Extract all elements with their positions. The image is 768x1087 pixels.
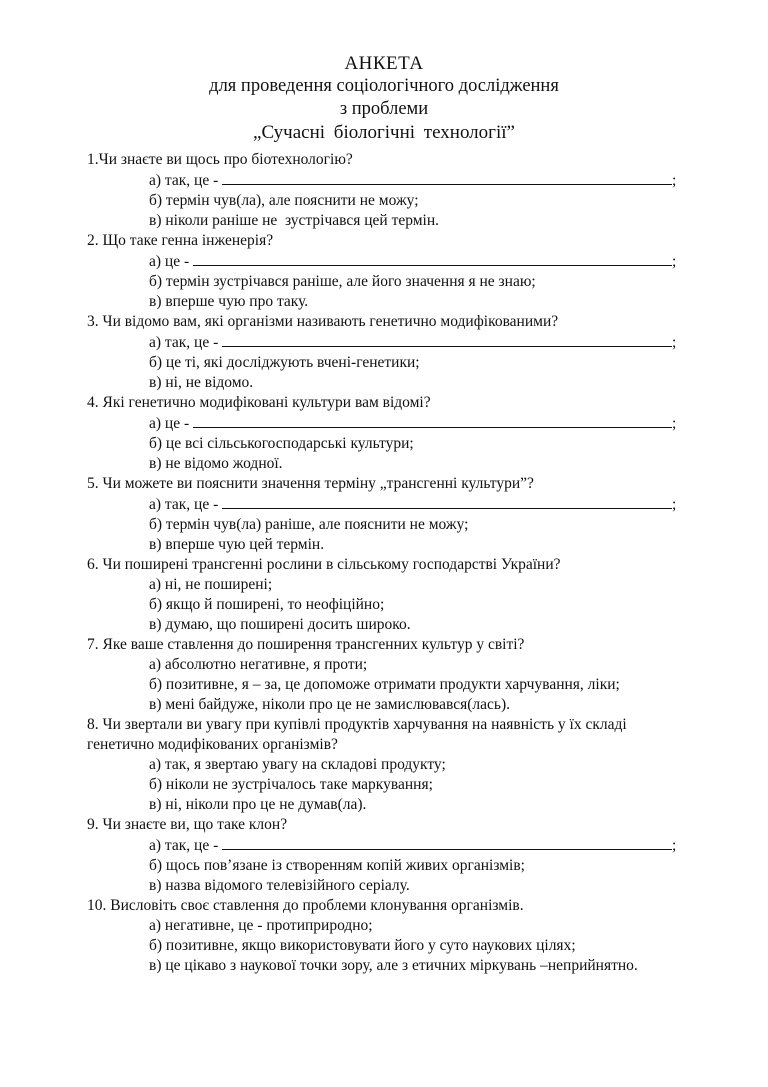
answer-option-label: в) назва відомого телевізійного серіалу. bbox=[149, 877, 410, 894]
answer-option bbox=[87, 775, 757, 795]
question-text: 8. Чи звертали ви увагу при купівлі продуктів харчування на наявність у їх складі генетично модифікованих організмів? bbox=[87, 716, 627, 753]
answer-blank-line[interactable] bbox=[193, 251, 672, 266]
question-text: 1.Чи знаєте ви щось про біотехнологію? bbox=[87, 151, 353, 168]
question-block bbox=[87, 815, 757, 896]
answer-option-label: в) не відомо жодної. bbox=[149, 455, 283, 472]
answer-blank-line[interactable] bbox=[193, 413, 672, 428]
answer-option bbox=[87, 675, 757, 695]
answer-option bbox=[87, 655, 757, 675]
answer-option-label: б) термін чув(ла) раніше, але пояснити не можу; bbox=[149, 516, 469, 533]
answer-option bbox=[87, 936, 757, 956]
question-text: 7. Яке ваше ставлення до поширення трансгенних культур у світі? bbox=[87, 636, 525, 653]
answer-option bbox=[87, 916, 757, 936]
question-text: 4. Які генетично модифіковані культури вам відомі? bbox=[87, 394, 431, 411]
answer-blank-end: ; bbox=[672, 837, 677, 854]
survey-title: АНКЕТА bbox=[344, 53, 424, 74]
question-text: 2. Що таке генна інженерія? bbox=[87, 232, 274, 249]
question-list bbox=[87, 150, 757, 976]
answer-blank-end: ; bbox=[672, 415, 677, 432]
answer-option bbox=[87, 272, 757, 292]
answer-blank-line[interactable] bbox=[222, 332, 672, 347]
answer-option-label: в) вперше чую про таку. bbox=[149, 293, 309, 310]
answer-option-label: а) так, це - bbox=[149, 172, 223, 189]
answer-option bbox=[87, 332, 757, 353]
answer-option-label: б) це всі сільськогосподарські культури; bbox=[149, 435, 414, 452]
answer-blank-end: ; bbox=[672, 334, 677, 351]
answer-option bbox=[87, 191, 757, 211]
answer-option-label: б) щось пов’язане із створенням копій живих організмів; bbox=[149, 857, 525, 874]
answer-option-label: в) ні, не відомо. bbox=[149, 374, 254, 391]
answer-option-label: а) так, це - bbox=[149, 334, 223, 351]
answer-option-label: б) це ті, які досліджують вчені-генетики; bbox=[149, 354, 420, 371]
answer-option bbox=[87, 353, 757, 373]
answer-option bbox=[87, 835, 757, 856]
answer-option bbox=[87, 211, 757, 231]
answer-option bbox=[87, 434, 757, 454]
question-text: 9. Чи знаєте ви, що таке клон? bbox=[87, 816, 288, 833]
answer-option-label: в) думаю, що поширені досить широко. bbox=[149, 616, 411, 633]
answer-option bbox=[87, 956, 757, 976]
answer-option bbox=[87, 795, 757, 815]
answer-option bbox=[87, 515, 757, 535]
question-block bbox=[87, 715, 757, 815]
answer-option bbox=[87, 695, 757, 715]
answer-option-label: в) вперше чую цей термін. bbox=[149, 536, 325, 553]
question-block bbox=[87, 635, 757, 715]
question-text: 10. Висловіть своє ставлення до проблеми клонування організмів. bbox=[87, 897, 524, 914]
answer-blank-end: ; bbox=[672, 172, 677, 189]
answer-option-label: б) якщо й поширені, то неофіційно; bbox=[149, 596, 385, 613]
question-block bbox=[87, 896, 757, 976]
question-block bbox=[87, 393, 757, 474]
answer-option bbox=[87, 454, 757, 474]
answer-blank-line[interactable] bbox=[222, 835, 672, 850]
answer-option bbox=[87, 494, 757, 515]
question-block bbox=[87, 555, 757, 635]
survey-header bbox=[0, 52, 768, 145]
answer-option bbox=[87, 413, 757, 434]
answer-option bbox=[87, 251, 757, 272]
answer-option-label: б) позитивне, якщо використовувати його у суто наукових цілях; bbox=[149, 937, 576, 954]
answer-option-label: а) ні, не поширені; bbox=[149, 576, 273, 593]
answer-option-label: а) негативне, це - протиприродно; bbox=[149, 917, 373, 934]
question-text: 3. Чи відомо вам, які організми називають генетично модифікованими? bbox=[87, 313, 559, 330]
answer-blank-end: ; bbox=[672, 253, 677, 270]
question-block bbox=[87, 231, 757, 312]
question-block bbox=[87, 312, 757, 393]
answer-option-label: в) ні, ніколи про це не думав(ла). bbox=[149, 796, 367, 813]
answer-option-label: б) термін чув(ла), але пояснити не можу; bbox=[149, 192, 419, 209]
question-text: 5. Чи можете ви пояснити значення терміну „трансгенні культури”? bbox=[87, 475, 534, 492]
answer-option bbox=[87, 856, 757, 876]
question-block bbox=[87, 150, 757, 231]
answer-blank-end: ; bbox=[672, 496, 677, 513]
answer-option-label: в) це цікаво з наукової точки зору, але з етичних міркувань –неприйнятно. bbox=[149, 957, 638, 974]
answer-option-label: в) ніколи раніше не зустрічався цей термін. bbox=[149, 212, 440, 229]
answer-option bbox=[87, 535, 757, 555]
answer-option bbox=[87, 575, 757, 595]
answer-option bbox=[87, 170, 757, 191]
survey-theme: „Сучасні біологічні технології” bbox=[253, 122, 515, 143]
survey-subtitle-2: з проблеми bbox=[339, 99, 429, 119]
answer-option-label: а) так, я звертаю увагу на складові продукту; bbox=[149, 756, 446, 773]
answer-option-label: б) термін зустрічався раніше, але його значення я не знаю; bbox=[149, 273, 536, 290]
answer-option-label: а) так, це - bbox=[149, 496, 223, 513]
answer-option-label: а) це - bbox=[149, 415, 194, 432]
answer-option-label: а) це - bbox=[149, 253, 194, 270]
answer-option-label: в) мені байдуже, ніколи про це не замислювався(лась). bbox=[149, 696, 511, 713]
answer-option bbox=[87, 373, 757, 393]
answer-option-label: а) абсолютно негативне, я проти; bbox=[149, 656, 368, 673]
answer-option bbox=[87, 755, 757, 775]
answer-option bbox=[87, 615, 757, 635]
answer-option bbox=[87, 595, 757, 615]
answer-option bbox=[87, 292, 757, 312]
answer-option bbox=[87, 876, 757, 896]
answer-blank-line[interactable] bbox=[222, 170, 672, 185]
answer-blank-line[interactable] bbox=[222, 494, 672, 509]
answer-option-label: б) ніколи не зустрічалось таке маркування; bbox=[149, 776, 433, 793]
question-text: 6. Чи поширені трансгенні рослини в сільському господарстві України? bbox=[87, 556, 561, 573]
survey-subtitle: для проведення соціологічного дослідження bbox=[209, 76, 559, 96]
answer-option-label: б) позитивне, я – за, це допоможе отримати продукти харчування, ліки; bbox=[149, 676, 620, 693]
question-block bbox=[87, 474, 757, 555]
answer-option-label: а) так, це - bbox=[149, 837, 223, 854]
